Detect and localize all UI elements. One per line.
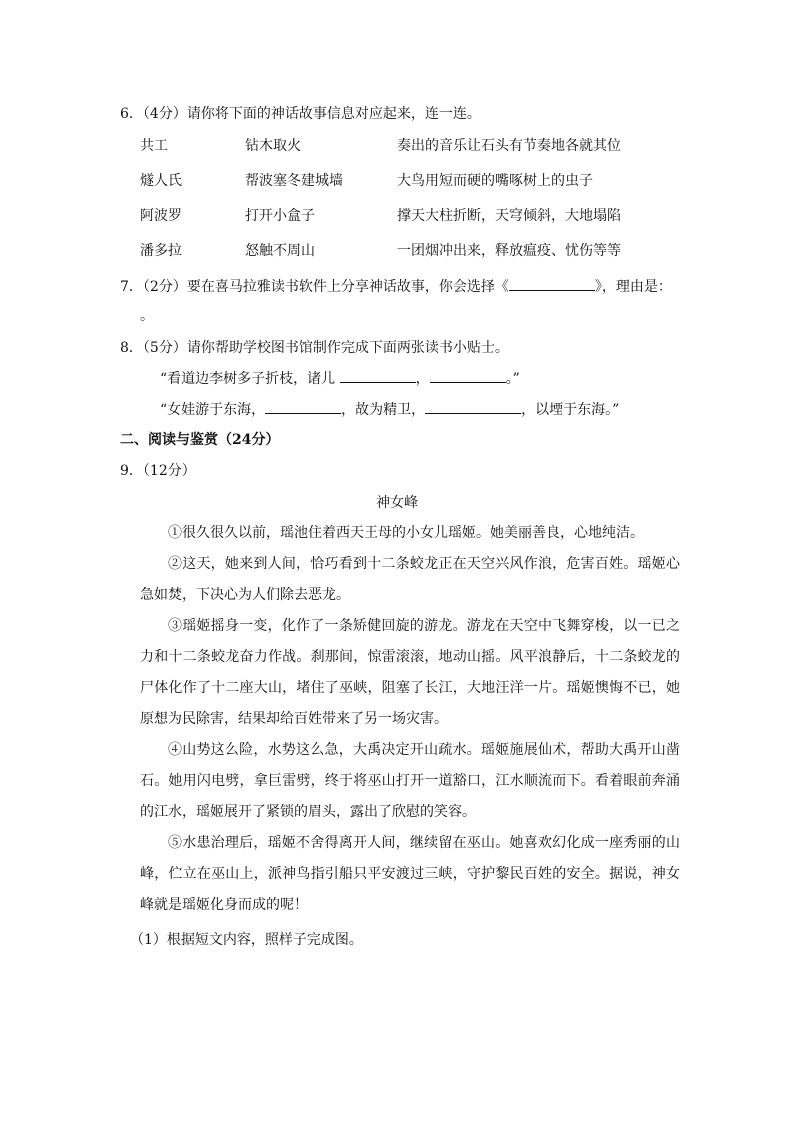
q8-blank-2[interactable]: [430, 368, 506, 383]
q6-name-3: 阿波罗: [140, 208, 182, 224]
passage-paragraph-5: ⑤水患治理后，瑶姬不舍得离开人间，继续留在巫山。她喜欢幻化成一座秀丽的山峰，伫立在巫山上，派神鸟指引船只平安渡过三峡，守护黎民百姓的安全。据说，神女峰就是瑶姬化身而成的呢！: [140, 835, 680, 913]
q6-name-1: 共工: [140, 138, 168, 154]
q6-act-3: 打开小盒子: [245, 208, 315, 224]
q6-act-2: 帮波塞冬建城墙: [245, 173, 343, 189]
q8-tip-2-text-c: ，以堙于东海。”: [521, 402, 620, 418]
q8-tip-1-text-c: 。”: [505, 371, 520, 387]
q7-text-before: 7．（2分）要在喜马拉雅读书软件上分享神话故事，你会选择《: [120, 279, 509, 295]
q6-stem: 6．（4分）请你将下面的神话故事信息对应起来，连一连。: [120, 106, 481, 122]
q8-tip-2-text-a: “女娃游于东海，: [160, 402, 266, 418]
q8-blank-4[interactable]: [425, 399, 521, 414]
q8-tip-1-text-a: “看道边李树多子折枝，诸儿: [160, 371, 336, 387]
q7-stem: [120, 276, 672, 297]
q7-text-after: 》，理由是：: [594, 279, 672, 295]
q8-tip-1: [160, 368, 520, 389]
q9-subquestion-1: （1）根据短文内容，照样子完成图。: [130, 932, 363, 948]
passage-title: 神女峰: [376, 495, 418, 511]
section-2-heading: 二、阅读与鉴赏（24分）: [120, 432, 280, 448]
passage-paragraph-3: ③瑶姬摇身一变，化作了一条矫健回旋的游龙。游龙在天空中飞舞穿梭，以一已之力和十二条蛟龙奋力作战。刹那间，惊雷滚滚，地动山摇。风平浪静后，十二条蛟龙的尸体化作了十二座大山，堵住了巫峡，阻塞了长江，大地汪洋一片。瑶姬懊悔不已，她原想为民除害，结果却给百姓带来了另一场灾害。: [140, 618, 680, 727]
q9-stem: 9．（12分）: [120, 463, 196, 479]
q8-tip-2-text-b: ，故为精卫，: [341, 402, 426, 418]
q6-desc-3: 撑天大柱折断，天穹倾斜，大地塌陷: [397, 208, 621, 224]
q8-blank-3[interactable]: [265, 399, 341, 414]
passage-paragraph-1: ①很久很久以前，瑶池住着西天王母的小女儿瑶姬。她美丽善良，心地纯洁。: [168, 525, 644, 541]
q6-name-2: 燧人氏: [140, 173, 182, 189]
q8-tip-1-text-b: ，: [415, 371, 430, 387]
q6-act-1: 钻木取火: [245, 138, 301, 154]
passage-paragraph-2: ②这天，她来到人间，恰巧看到十二条蛟龙正在天空兴风作浪，危害百姓。瑶姬心急如焚，下决心为人们除去恶龙。: [140, 556, 680, 603]
q6-desc-1: 奏出的音乐让石头有节奏地各就其位: [397, 138, 621, 154]
q8-tip-2: [160, 399, 619, 420]
passage-paragraph-4: ④山势这么险，水势这么急，大禹决定开山疏水。瑶姬施展仙术，帮助大禹开山凿石。她用闪电劈，拿巨雷劈，终于将巫山打开一道豁口，江水顺流而下。看着眼前奔涌的江水，瑶姬展开了紧锁的眉头，露出了欣慰的笑容。: [140, 742, 680, 820]
q7-book-blank[interactable]: [509, 276, 595, 291]
q6-desc-4: 一团烟冲出来，释放瘟疫、忧伤等等: [397, 243, 621, 259]
q6-desc-2: 大鸟用短而硬的嘴啄树上的虫子: [397, 173, 593, 189]
q6-name-4: 潘多拉: [140, 243, 182, 259]
q7-reason-end: 。: [140, 308, 154, 324]
q8-stem: 8．（5分）请你帮助学校图书馆制作完成下面两张读书小贴士。: [120, 340, 509, 356]
q6-act-4: 怒触不周山: [245, 243, 315, 259]
q8-blank-1[interactable]: [340, 368, 416, 383]
